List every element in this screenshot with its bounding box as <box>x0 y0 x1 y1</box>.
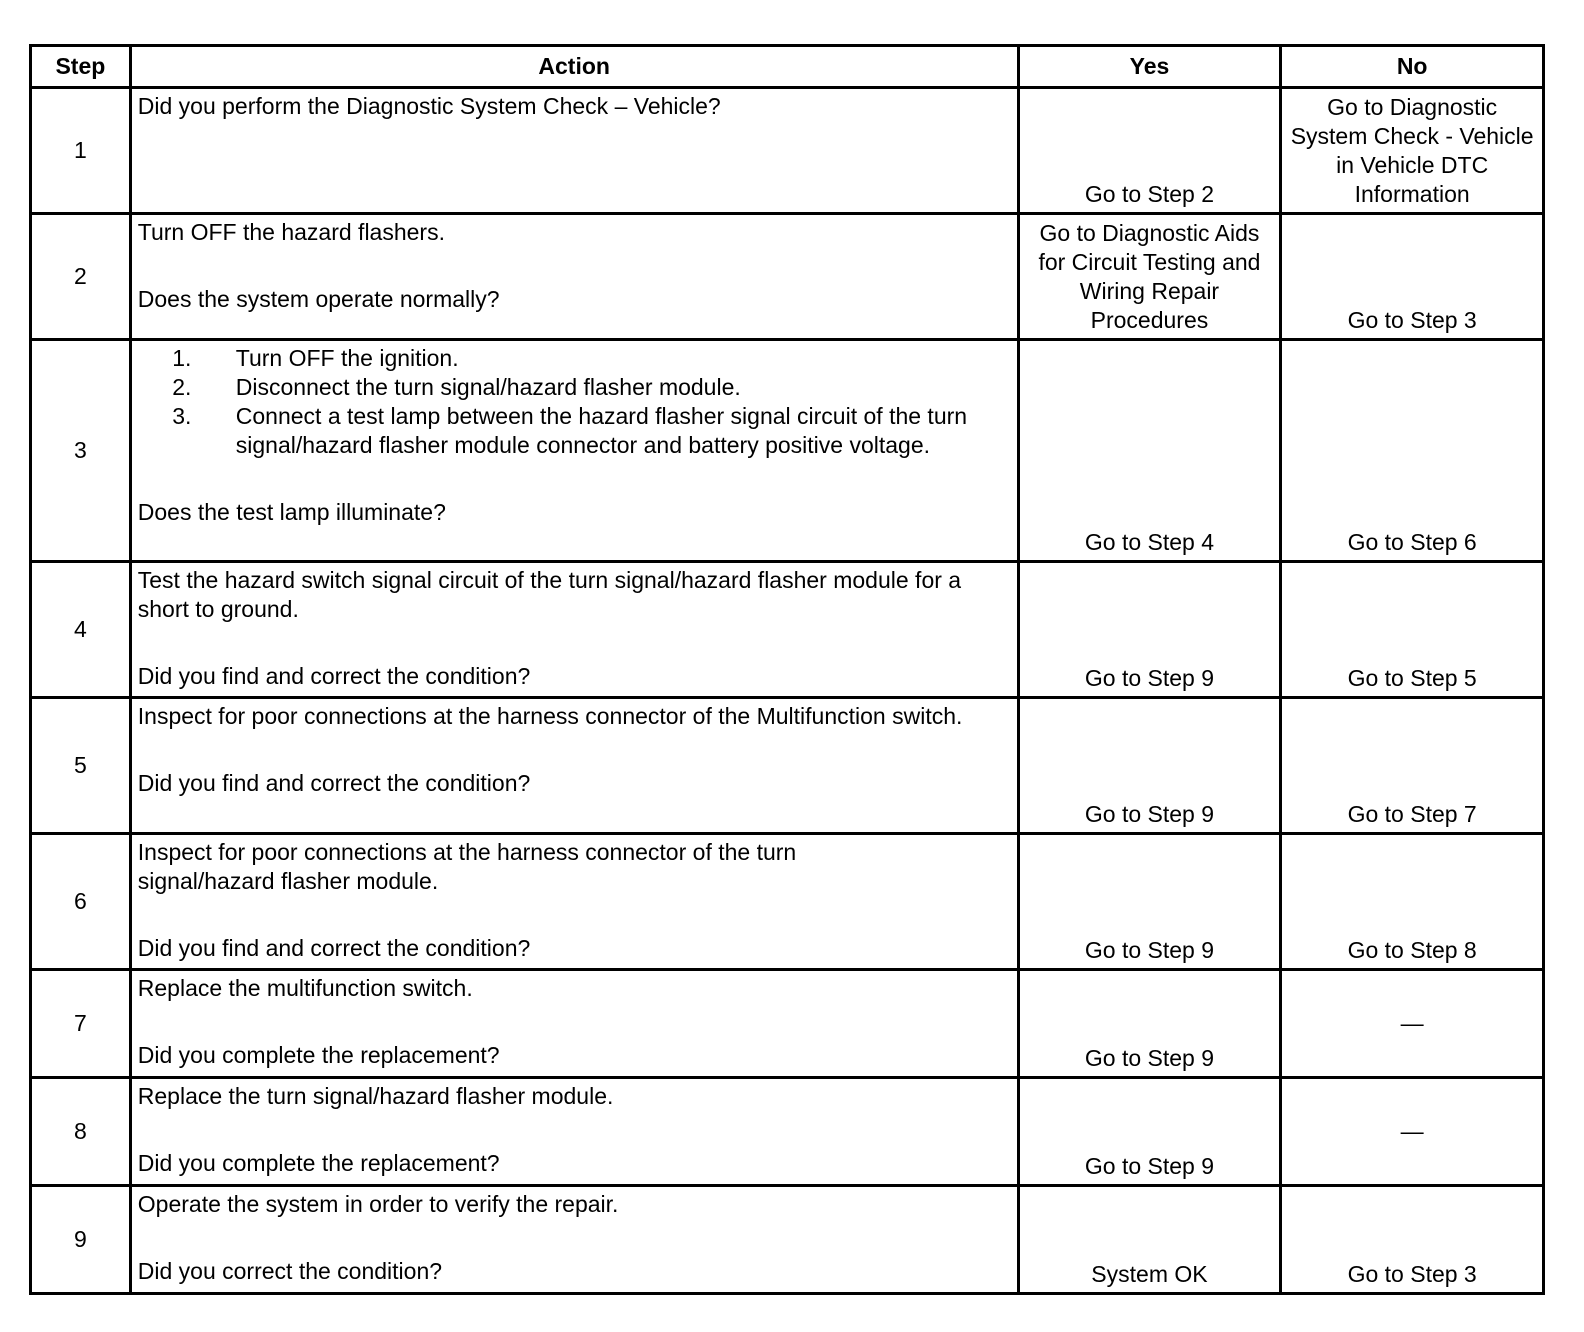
no-cell: Go to Step 3 <box>1281 1186 1544 1294</box>
action-text: Replace the multifunction switch. <box>137 975 473 1001</box>
action-question: Did you correct the condition? <box>137 1258 443 1284</box>
step-number: 9 <box>31 1186 131 1294</box>
table-row <box>31 340 1544 562</box>
yes-cell: Go to Step 2 <box>1018 88 1281 214</box>
action-question: Did you complete the replacement? <box>137 1042 500 1068</box>
action-cell <box>130 88 1018 214</box>
action-text: Operate the system in order to verify the repair. <box>137 1191 619 1217</box>
table-row <box>31 698 1544 834</box>
table-row <box>31 970 1544 1078</box>
action-text: Inspect for poor connections at the harness connector of the turn signal/hazard flasher module. <box>137 839 797 894</box>
list-item: 1. Turn OFF the ignition. <box>198 344 1011 373</box>
action-cell <box>130 698 1018 834</box>
action-text: Replace the turn signal/hazard flasher module. <box>137 1083 614 1109</box>
step-number: 8 <box>31 1078 131 1186</box>
table-row <box>31 1186 1544 1294</box>
action-cell <box>130 340 1018 562</box>
step-number: 5 <box>31 698 131 834</box>
action-cell <box>130 562 1018 698</box>
action-cell <box>130 970 1018 1078</box>
table-row <box>31 214 1544 340</box>
no-cell: Go to Step 7 <box>1281 698 1544 834</box>
step-number: 6 <box>31 834 131 970</box>
header-row <box>31 46 1544 88</box>
step-number: 2 <box>31 214 131 340</box>
yes-cell: Go to Step 9 <box>1018 562 1281 698</box>
no-cell: — <box>1281 970 1544 1078</box>
step-number: 3 <box>31 340 131 562</box>
step-number: 1 <box>31 88 131 214</box>
table-row <box>31 1078 1544 1186</box>
table-row <box>31 562 1544 698</box>
header-no: No <box>1281 46 1544 88</box>
list-item: 2. Disconnect the turn signal/hazard flasher module. <box>198 373 1011 402</box>
table-row <box>31 834 1544 970</box>
yes-cell: Go to Step 9 <box>1018 698 1281 834</box>
action-text: Did you perform the Diagnostic System Check – Vehicle? <box>137 93 721 119</box>
header-yes: Yes <box>1018 46 1281 88</box>
action-question: Does the test lamp illuminate? <box>137 499 446 525</box>
no-cell: Go to Diagnostic System Check - Vehicle in Vehicle DTC Information <box>1281 88 1544 214</box>
action-question: Did you find and correct the condition? <box>137 935 531 961</box>
table-row <box>31 88 1544 214</box>
no-cell: Go to Step 8 <box>1281 834 1544 970</box>
list-item: 3. Connect a test lamp between the hazard flasher signal circuit of the turn signal/hazard flasher module connector and battery positive voltage. <box>198 402 1011 460</box>
no-cell: — <box>1281 1078 1544 1186</box>
action-text: Turn OFF the hazard flashers. <box>137 219 445 245</box>
yes-cell: Go to Diagnostic Aids for Circuit Testing and Wiring Repair Procedures <box>1018 214 1281 340</box>
action-question: Did you find and correct the condition? <box>137 663 531 689</box>
action-cell <box>130 1186 1018 1294</box>
yes-cell: Go to Step 9 <box>1018 1078 1281 1186</box>
diagnostic-table <box>29 44 1545 1295</box>
action-question: Did you complete the replacement? <box>137 1150 500 1176</box>
action-cell <box>130 834 1018 970</box>
action-cell <box>130 214 1018 340</box>
header-action: Action <box>130 46 1018 88</box>
no-cell: Go to Step 5 <box>1281 562 1544 698</box>
action-question: Does the system operate normally? <box>137 286 500 312</box>
yes-cell: System OK <box>1018 1186 1281 1294</box>
step-number: 7 <box>31 970 131 1078</box>
action-question: Did you find and correct the condition? <box>137 770 531 796</box>
no-cell: Go to Step 3 <box>1281 214 1544 340</box>
no-cell: Go to Step 6 <box>1281 340 1544 562</box>
header-step: Step <box>31 46 131 88</box>
yes-cell: Go to Step 9 <box>1018 970 1281 1078</box>
step-number: 4 <box>31 562 131 698</box>
yes-cell: Go to Step 4 <box>1018 340 1281 562</box>
action-text: Inspect for poor connections at the harness connector of the Multifunction switch. <box>137 703 963 729</box>
procedure-list <box>138 344 1011 460</box>
action-text: Test the hazard switch signal circuit of the turn signal/hazard flasher module for a short to ground. <box>137 567 962 622</box>
yes-cell: Go to Step 9 <box>1018 834 1281 970</box>
action-cell <box>130 1078 1018 1186</box>
